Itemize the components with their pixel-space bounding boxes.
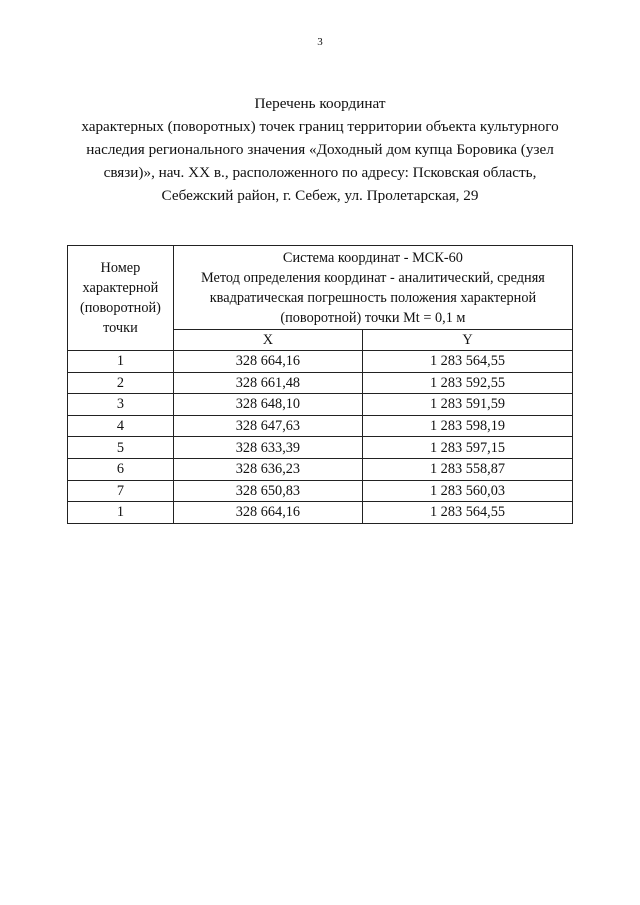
x-cell: 328 647,63 [173, 415, 362, 437]
point-header-line: характерной [82, 280, 159, 296]
title-line: Перечень координат [254, 95, 386, 112]
point-number-cell: 3 [68, 394, 174, 416]
table-row [68, 458, 573, 480]
title-line: наследия регионального значения «Доходный дом купца Боровика (узел [86, 141, 554, 158]
y-cell: 1 283 564,55 [362, 351, 572, 373]
coordinates-table [67, 245, 573, 524]
system-header-line: квадратическая погрешность положения характерной [209, 290, 537, 306]
document-title [60, 92, 580, 207]
system-header-line: (поворотной) точки Mt = 0,1 м [280, 310, 466, 326]
point-number-cell: 1 [68, 502, 174, 524]
point-header-line: точки [103, 320, 138, 336]
point-number-cell: 4 [68, 415, 174, 437]
y-cell: 1 283 591,59 [362, 394, 572, 416]
point-number-cell: 6 [68, 458, 174, 480]
y-cell: 1 283 598,19 [362, 415, 572, 437]
x-cell: 328 661,48 [173, 372, 362, 394]
page-number: 3 [317, 36, 323, 48]
y-cell: 1 283 592,55 [362, 372, 572, 394]
system-header-line: Метод определения координат - аналитический, средняя [200, 270, 545, 286]
x-cell: 328 650,83 [173, 480, 362, 502]
table-header-row [68, 246, 573, 330]
point-header-line: Номер [100, 260, 141, 276]
table-row [68, 480, 573, 502]
y-column-header: Y [362, 330, 572, 351]
system-header-line: Система координат - МСК-60 [282, 250, 463, 266]
title-line: Себежский район, г. Себеж, ул. Пролетарская, 29 [161, 187, 479, 204]
title-line: характерных (поворотных) точек границ территории объекта культурного [81, 118, 559, 135]
table-row [68, 372, 573, 394]
table-row [68, 351, 573, 373]
point-number-cell: 5 [68, 437, 174, 459]
point-number-cell: 2 [68, 372, 174, 394]
point-number-cell: 7 [68, 480, 174, 502]
point-header-line: (поворотной) [79, 300, 161, 316]
y-cell: 1 283 564,55 [362, 502, 572, 524]
coordinate-system-header [173, 246, 572, 330]
table-row [68, 502, 573, 524]
table-row [68, 394, 573, 416]
x-cell: 328 636,23 [173, 458, 362, 480]
x-column-header: X [173, 330, 362, 351]
title-line: связи)», нач. XX в., расположенного по адресу: Псковская область, [103, 164, 537, 181]
x-cell: 328 664,16 [173, 502, 362, 524]
table-row [68, 437, 573, 459]
x-cell: 328 664,16 [173, 351, 362, 373]
point-number-cell: 1 [68, 351, 174, 373]
x-cell: 328 648,10 [173, 394, 362, 416]
y-cell: 1 283 597,15 [362, 437, 572, 459]
y-cell: 1 283 558,87 [362, 458, 572, 480]
y-cell: 1 283 560,03 [362, 480, 572, 502]
x-cell: 328 633,39 [173, 437, 362, 459]
point-number-header [68, 246, 174, 351]
table-row [68, 415, 573, 437]
